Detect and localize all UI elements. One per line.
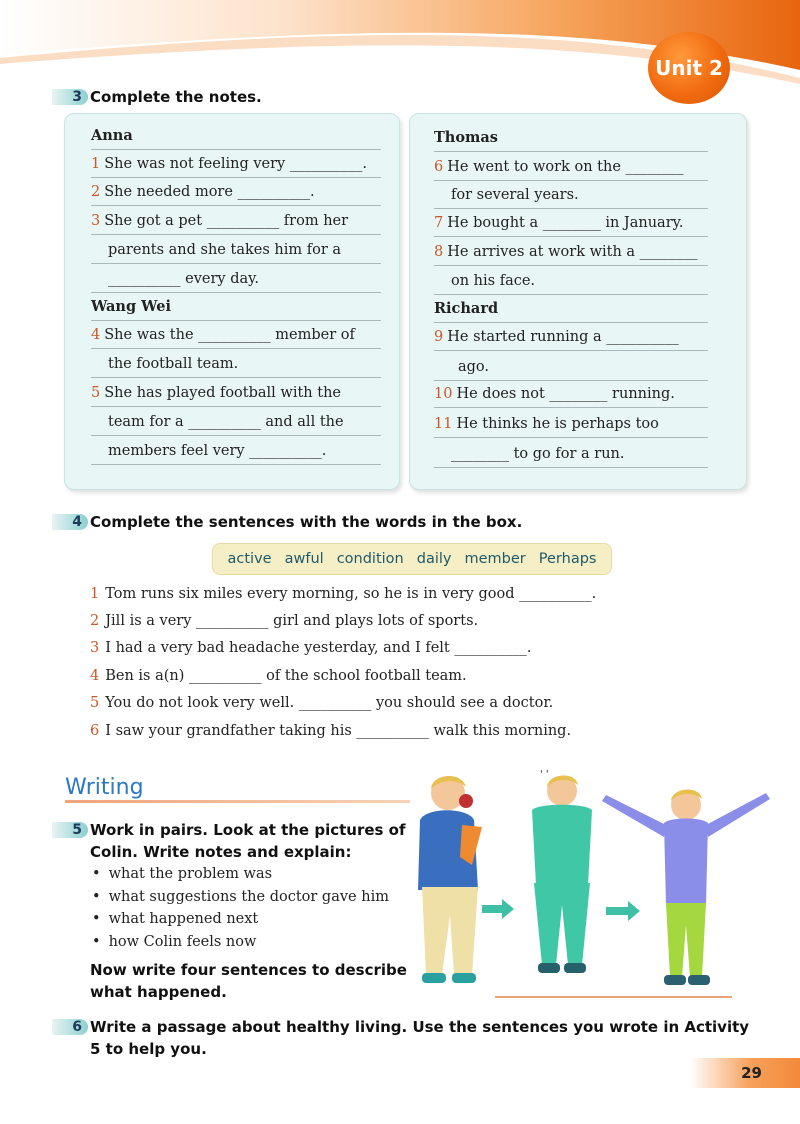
exercise-instruction: Work in pairs. Look at the pictures of [90,821,406,839]
sentence [90,584,596,604]
item-number: 3 [90,640,100,656]
exercise-number: 6 [52,1019,88,1035]
note-line [91,379,381,407]
colin-happy-figure [602,789,770,985]
sentence-text: Jill is a very __________ girl and plays lots of sports. [105,613,479,629]
notes-box-left [64,113,400,490]
note-text: She got a pet __________ from her [104,213,349,229]
colin-illustration [410,765,790,1005]
item-number: 7 [434,215,444,231]
note-text: __________ every day. [108,271,259,287]
note-line [91,265,381,293]
note-line [91,350,381,378]
word-box-item: daily [416,551,452,567]
note-text: ago. [458,359,490,375]
note-text: the football team. [108,356,239,372]
note-line [434,323,708,351]
sentence [90,611,478,631]
note-text: He arrives at work with a ________ [447,244,698,260]
note-text: He bought a ________ in January. [447,215,684,231]
note-text: He started running a __________ [447,329,679,345]
note-line [434,209,708,237]
note-text: for several years. [451,187,579,203]
word-box-item: awful [284,551,324,567]
note-line [91,437,381,465]
unit-badge: Unit 2 [648,32,730,104]
exercise-5-heading [52,819,406,841]
word-box-item: condition [336,551,404,567]
sentence [90,666,467,686]
note-text: He went to work on the ________ [447,159,684,175]
note-text: He does not ________ running. [456,386,675,402]
note-heading-thomas: Thomas [434,124,708,152]
page-number: 29 [690,1058,800,1088]
colin-overweight-figure [418,776,482,983]
item-number: 2 [90,613,100,629]
word-box-item: member [464,551,526,567]
exercise-6-heading [52,1016,749,1038]
note-line [91,321,381,349]
sentence-text: I had a very bad headache yesterday, and I felt __________. [105,640,532,656]
note-text: She has played football with the [104,385,341,401]
sentence-text: I saw your grandfather taking his __________ walk this morning. [105,723,572,739]
word-box-item: Perhaps [538,551,597,567]
sentence [90,721,571,741]
note-line [91,150,381,178]
note-text: She needed more __________. [104,184,315,200]
item-number: 6 [434,159,444,175]
note-heading-richard: Richard [434,295,708,323]
note-heading-wang-wei: Wang Wei [91,293,381,321]
notes-box-right [409,113,747,490]
item-number: 4 [90,668,100,684]
exercise-number: 4 [52,514,88,530]
item-number: 6 [90,723,100,739]
note-text: parents and she takes him for a [108,242,342,258]
item-number: 3 [91,213,101,229]
note-text: He thinks he is perhaps too [456,416,659,432]
bullet-item: • what the problem was [92,864,272,884]
note-line [91,178,381,206]
exercise-instruction: Complete the notes. [90,88,262,106]
section-title-writing: Writing [65,775,144,800]
note-line [434,440,708,468]
closing-instruction: Now write four sentences to describe [90,961,407,979]
note-line [91,408,381,436]
bullet-item: • what happened next [92,909,258,929]
exercise-4-heading [52,511,522,533]
word-box [212,543,612,575]
colin-sweating-figure [532,769,592,973]
sentence [90,693,553,713]
exercise-number: 3 [52,89,88,105]
closing-instruction-cont: what happened. [90,983,227,1001]
note-text: team for a __________ and all the [108,414,344,430]
word-box-item: active [227,551,272,567]
exercise-3-heading [52,86,262,108]
note-line [434,353,708,381]
item-number: 5 [90,695,100,711]
note-heading-anna: Anna [91,122,381,150]
exercise-instruction: Complete the sentences with the words in the box. [90,513,523,531]
item-number: 8 [434,244,444,260]
section-divider [65,800,410,803]
note-line [434,267,708,295]
note-text: She was the __________ member of [104,327,355,343]
note-line [434,181,708,209]
item-number: 2 [91,184,101,200]
item-number: 4 [91,327,101,343]
sentence-text: Tom runs six miles every morning, so he is in very good __________. [105,586,597,602]
sentence-text: You do not look very well. __________ you should see a doctor. [105,695,554,711]
note-line [434,410,708,438]
exercise-instruction: Write a passage about healthy living. Use the sentences you wrote in Activity [90,1018,750,1036]
exercise-instruction-cont: Colin. Write notes and explain: [90,843,352,861]
note-text: on his face. [451,273,536,289]
item-number: 9 [434,329,444,345]
note-line [434,238,708,266]
arrow-icon [482,899,514,919]
sentence-text: Ben is a(n) __________ of the school football team. [105,668,467,684]
note-text: ________ to go for a run. [451,446,625,462]
arrow-icon [606,901,640,921]
note-line [91,207,381,235]
item-number: 11 [434,416,453,432]
note-line [91,236,381,264]
exercise-instruction-cont: 5 to help you. [90,1040,207,1058]
note-line [434,153,708,181]
sentence [90,638,531,658]
note-line [434,380,708,408]
item-number: 5 [91,385,101,401]
note-text: She was not feeling very __________. [104,156,367,172]
item-number: 1 [90,586,100,602]
item-number: 1 [91,156,101,172]
item-number: 10 [434,386,453,402]
bullet-item: • how Colin feels now [92,932,256,952]
note-text: members feel very __________. [108,443,327,459]
exercise-number: 5 [52,822,88,838]
bullet-item: • what suggestions the doctor gave him [92,887,389,907]
svg-text:' ': ' ' [540,769,549,780]
